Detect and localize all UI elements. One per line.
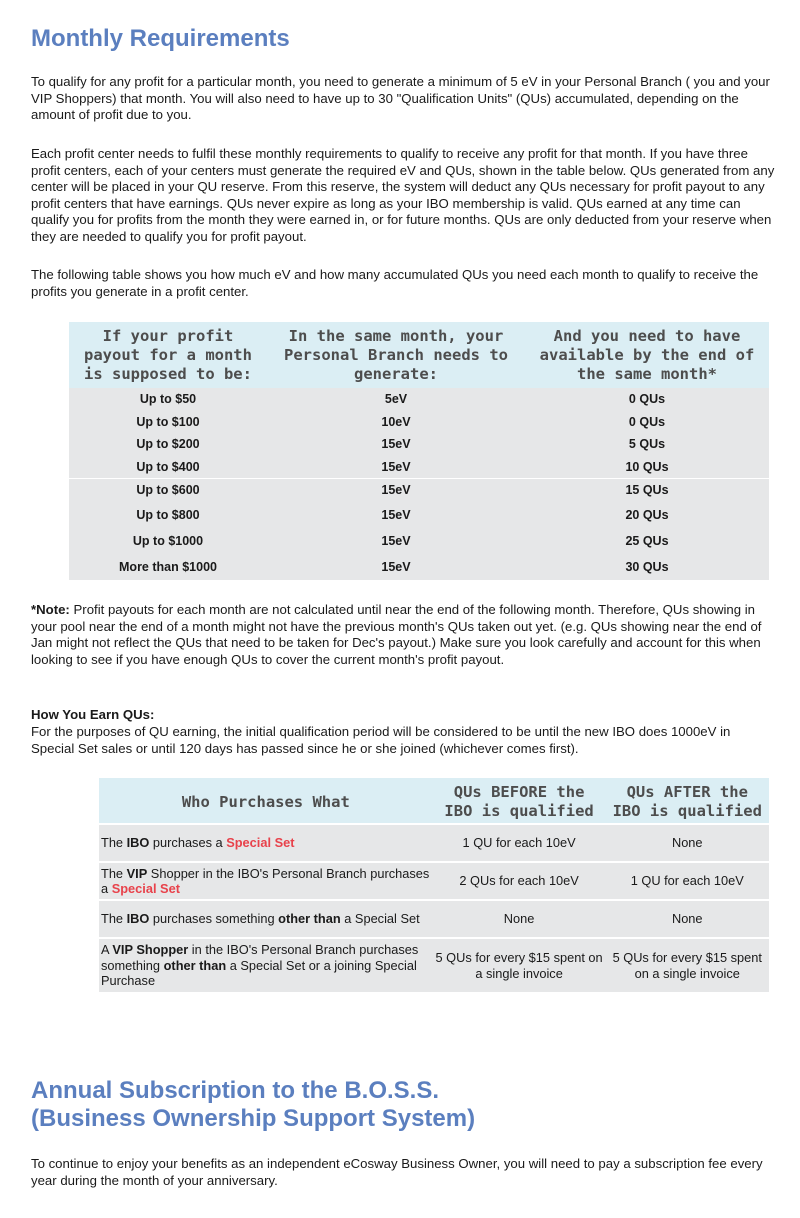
earn-table-header-row <box>99 778 769 824</box>
header-personal-branch: In the same month, your Personal Branch needs to generate: <box>267 322 525 388</box>
header-after-qualified: QUs AFTER the IBO is qualified <box>606 778 769 824</box>
table-row <box>69 433 769 456</box>
who-cell: The IBO purchases a Special Set <box>99 824 433 862</box>
before-cell: 5 QUs for every $15 spent on a single invoice <box>433 938 606 992</box>
ev-cell: 5eV <box>384 392 408 407</box>
qu-cell: 5 QUs <box>628 437 666 452</box>
before-cell: 1 QU for each 10eV <box>433 824 606 862</box>
table-row <box>99 824 769 862</box>
payout-cell: Up to $1000 <box>132 533 204 548</box>
header-profit-payout: If your profit payout for a month is supposed to be: <box>69 322 267 388</box>
payout-cell: Up to $100 <box>136 414 200 429</box>
after-cell: None <box>606 900 769 938</box>
who-cell: A VIP Shopper in the IBO's Personal Branch purchases something other than a Special Set or a joining Special Purchase <box>99 938 433 992</box>
header-available-qus: And you need to have available by the end of the same month* <box>525 322 769 388</box>
earn-qus-paragraph: For the purposes of QU earning, the initial qualification period will be considered to be until the new IBO does 1000eV in Special Set sales or until 120 days has passed since he or she joined (whichever comes first). <box>31 724 731 756</box>
header-before-qualified: QUs BEFORE the IBO is qualified <box>433 778 606 824</box>
qu-earning-table <box>99 778 769 992</box>
ev-cell: 15eV <box>381 559 411 574</box>
header-who-purchases: Who Purchases What <box>99 778 433 824</box>
qu-cell: 20 QUs <box>625 507 669 522</box>
payout-cell: Up to $400 <box>136 459 200 474</box>
ev-cell: 15eV <box>381 507 411 522</box>
payout-cell: Up to $50 <box>139 392 197 407</box>
note-text: Profit payouts for each month are not calculated until near the end of the following month. Therefore, QUs showing in your pool near the end of a month might not have the previous month's QUs taken out yet. (e.g. QUs showing near the end of Jan might not reflect the QUs that need to be taken for Dec's payout.) Make sure you look carefully and account for this when looking to see if you have enough QUs to cover the current month's profit payout. <box>31 602 762 667</box>
table-intro-paragraph: The following table shows you how much eV and how many accumulated QUs you need each month to qualify to receive the profits you generate in a profit center. <box>31 267 759 299</box>
table-row <box>69 388 769 411</box>
note-label: *Note: <box>31 602 70 617</box>
ev-cell: 15eV <box>381 533 411 548</box>
annual-subscription-heading: Annual Subscription to the B.O.S.S. (Business Ownership Support System) <box>31 1077 476 1132</box>
earn-qus-title: How You Earn QUs: <box>31 707 155 722</box>
ev-cell: 15eV <box>267 479 525 502</box>
payout-cell: Up to $800 <box>136 507 200 522</box>
payout-cell: More than $1000 <box>119 559 217 574</box>
table-row <box>69 528 769 554</box>
ev-cell: 15eV <box>381 437 411 452</box>
ev-cell: 10eV <box>381 414 411 429</box>
payout-cell: Up to $200 <box>136 437 200 452</box>
table-row <box>69 411 769 434</box>
table-row <box>99 900 769 938</box>
table-row <box>69 554 769 580</box>
after-cell: None <box>606 824 769 862</box>
intro-paragraph: To qualify for any profit for a particular month, you need to generate a minimum of 5 eV in your Personal Branch ( you and your VIP Shoppers) that month. You will also need to have up to 30 "Qualification Units" (QUs) accumulated, depending on the amount of profit due to you. <box>31 74 770 123</box>
before-cell: None <box>433 900 606 938</box>
ev-cell: 15eV <box>381 459 411 474</box>
qu-cell: 30 QUs <box>625 559 669 574</box>
qu-cell: 25 QUs <box>625 533 669 548</box>
payout-cell: Up to $600 <box>69 479 267 502</box>
table-row <box>69 456 769 479</box>
requirements-table-header-row <box>69 322 769 388</box>
table-row <box>69 479 769 502</box>
who-cell: The IBO purchases something other than a Special Set <box>99 900 433 938</box>
qu-cell: 10 QUs <box>625 459 669 474</box>
before-cell: 2 QUs for each 10eV <box>433 862 606 900</box>
table-row <box>99 862 769 900</box>
annual-subscription-paragraph: To continue to enjoy your benefits as an independent eCosway Business Owner, you will need to pay a subscription fee every year during the month of your anniversary. <box>31 1156 763 1188</box>
who-cell: The VIP Shopper in the IBO's Personal Branch purchases a Special Set <box>99 862 433 900</box>
after-cell: 5 QUs for every $15 spent on a single invoice <box>606 938 769 992</box>
qu-cell: 0 QUs <box>628 392 666 407</box>
after-cell: 1 QU for each 10eV <box>606 862 769 900</box>
qu-cell: 15 QUs <box>525 479 769 502</box>
note-paragraph <box>31 602 776 668</box>
profit-center-paragraph: Each profit center needs to fulfil these monthly requirements to qualify to receive any profit for that month. If you have three profit centers, each of your centers must generate the required eV and QUs, shown in the table below. QUs generated from any center will be placed in your QU reserve. From this reserve, the system will deduct any QUs necessary for profit payout to any profit centers that have earnings. QUs never expire as long as your IBO membership is valid. QUs earned at any time can qualify you for profits from the month they were earned in, or for future months. QUs are only deducted from your reserve when they are needed to qualify you for profit payout. <box>31 146 775 244</box>
table-row <box>69 502 769 528</box>
table-row <box>99 938 769 992</box>
requirements-table <box>69 322 769 580</box>
monthly-requirements-heading: Monthly Requirements <box>31 25 290 52</box>
qu-cell: 0 QUs <box>628 414 666 429</box>
